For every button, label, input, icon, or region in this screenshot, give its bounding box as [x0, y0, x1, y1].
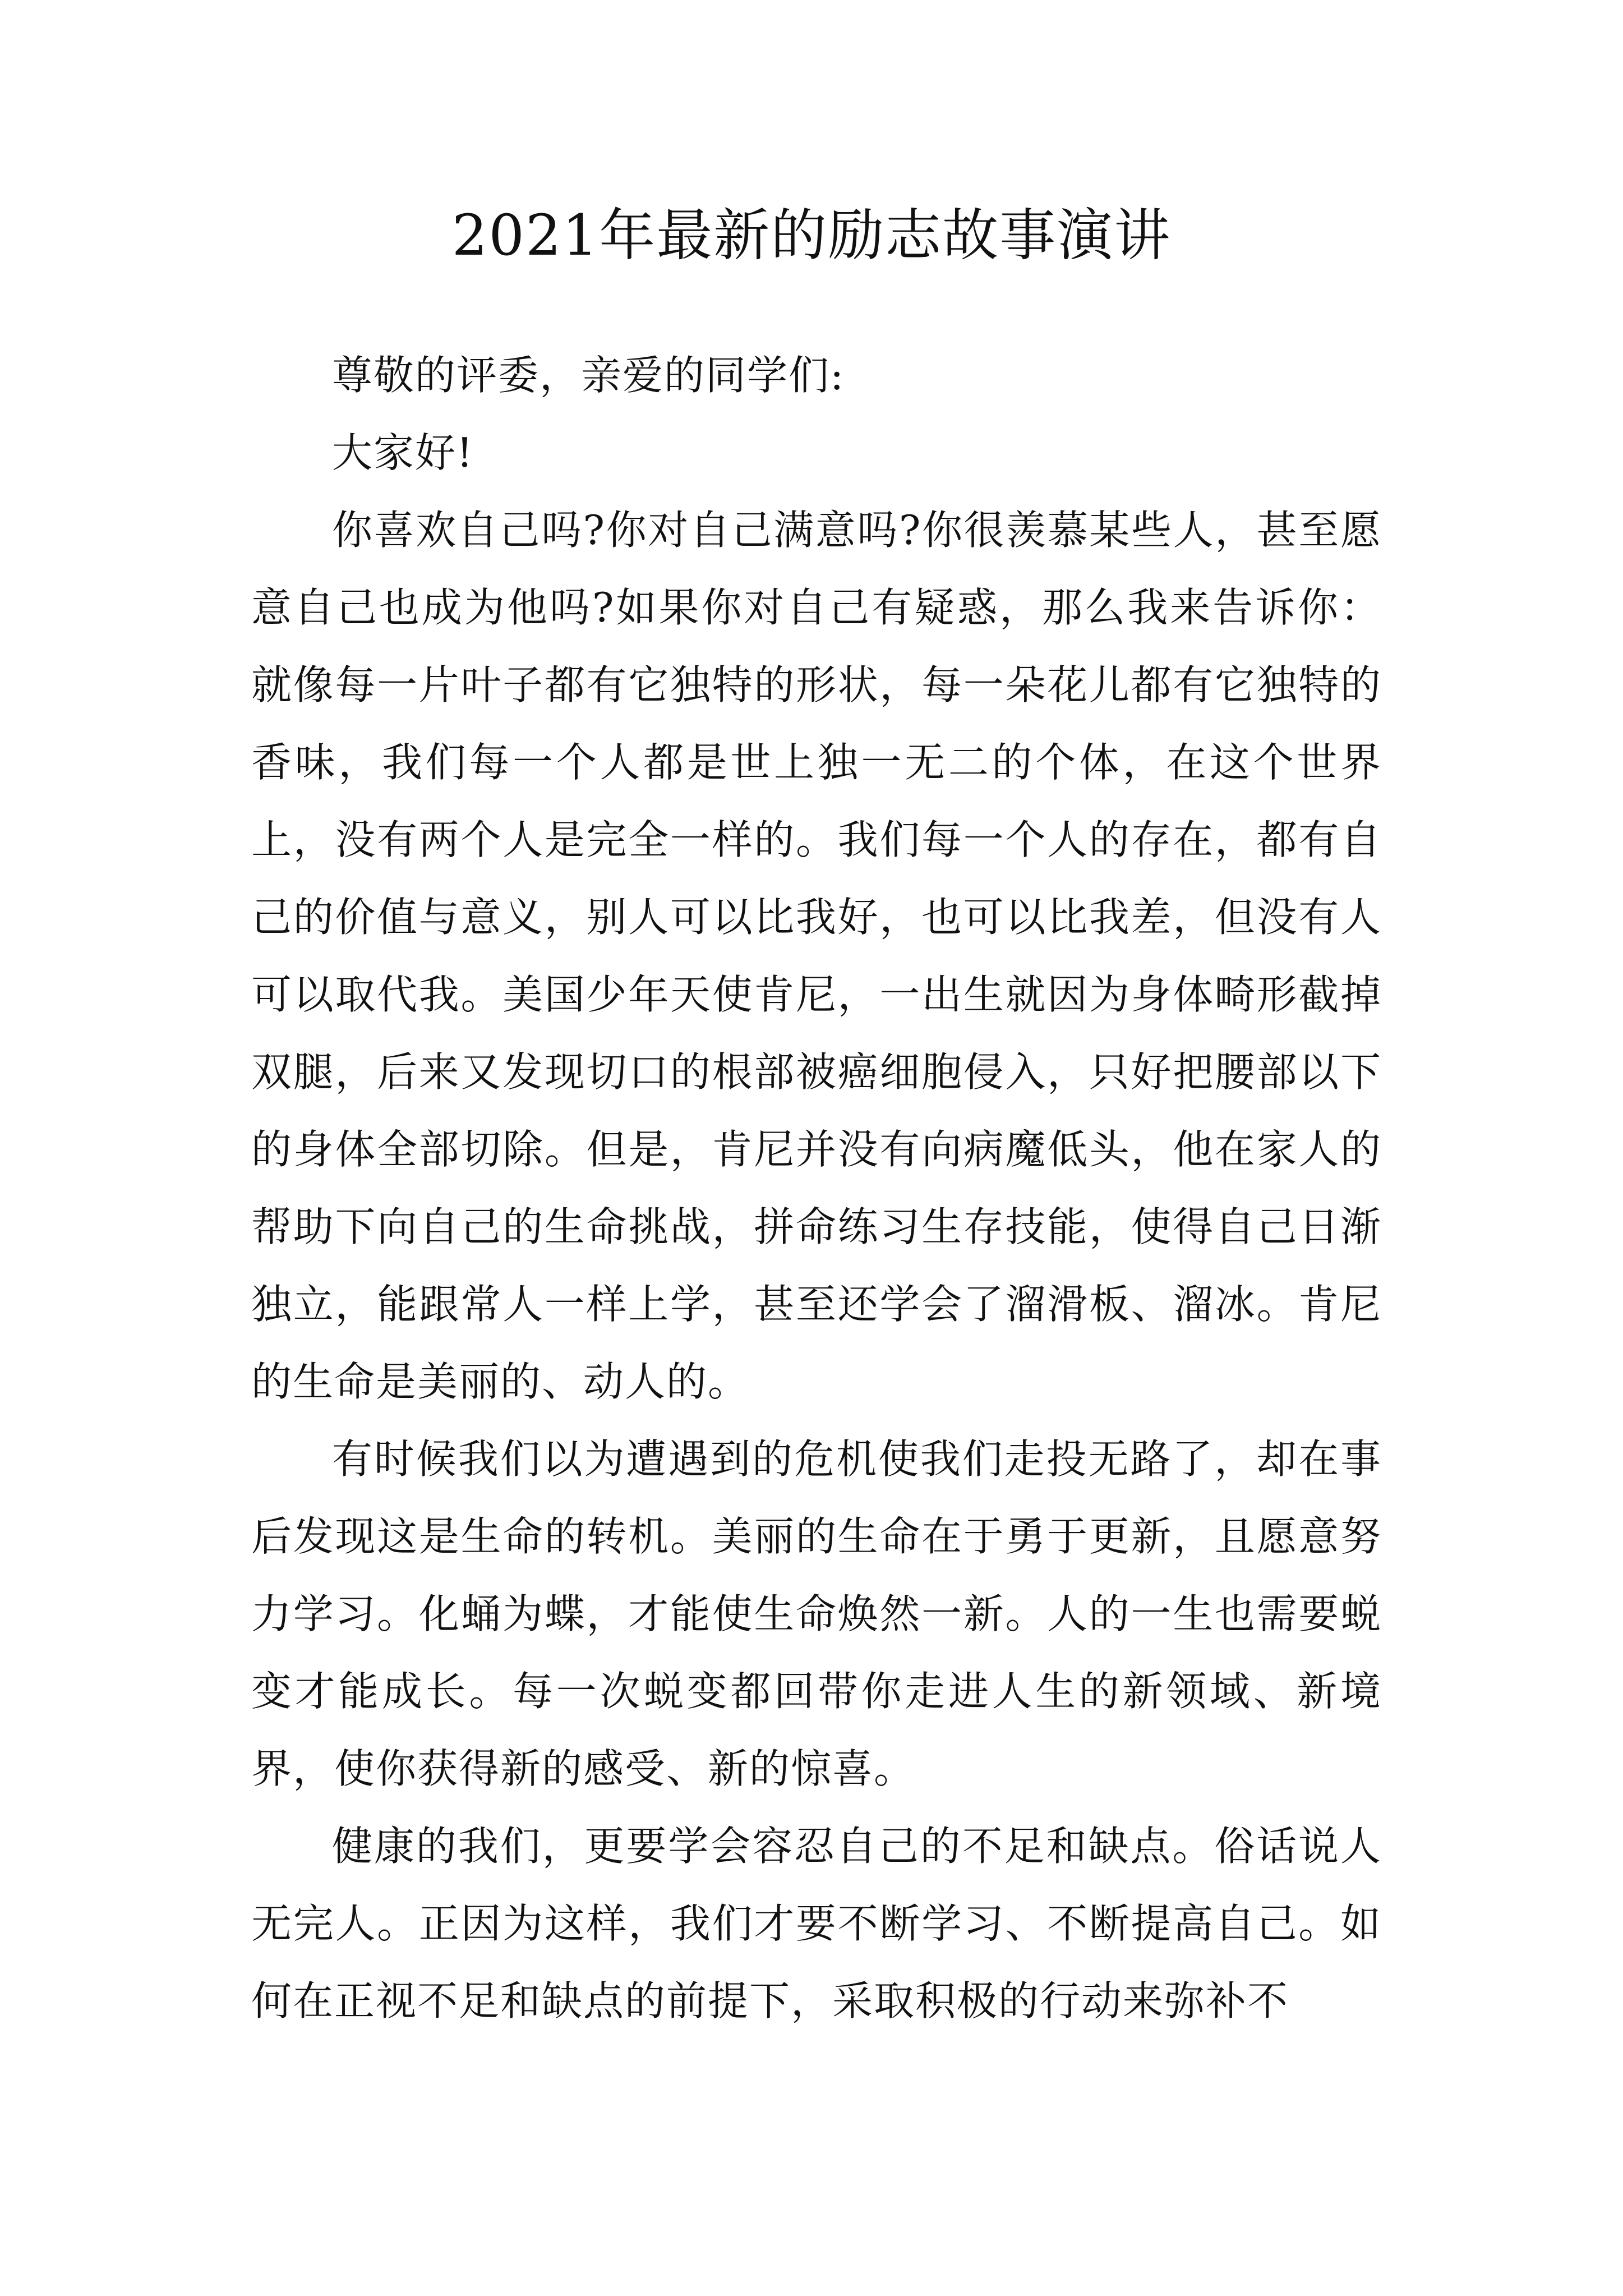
body-paragraph: 健康的我们，更要学会容忍自己的不足和缺点。俗话说人无完人。正因为这样，我们才要不断学习、不断提高自己。如何在正视不足和缺点的前提下，采取积极的行动来弥补不 — [251, 1823, 1382, 2024]
document-body — [251, 337, 1382, 2040]
document-title: 2021年最新的励志故事演讲 — [451, 203, 1172, 268]
greeting: 大家好! — [332, 429, 474, 476]
salutation: 尊敬的评委，亲爱的同学们: — [332, 352, 845, 399]
body-paragraph: 有时候我们以为遭遇到的危机使我们走投无路了，却在事后发现这是生命的转机。美丽的生命在于勇于更新，且愿意努力学习。化蛹为蝶，才能使生命焕然一新。人的一生也需要蜕变才能成长。每一次蜕变都回带你走进人生的新领域、新境界，使你获得新的感受、新的惊喜。 — [251, 1435, 1382, 1792]
body-paragraph: 你喜欢自己吗?你对自己满意吗?你很羡慕某些人，甚至愿意自己也成为他吗?如果你对自己有疑惑，那么我来告诉你：就像每一片叶子都有它独特的形状，每一朵花儿都有它独特的香味，我们每一个人都是世上独一无二的个体，在这个世界上，没有两个人是完全一样的。我们每一个人的存在，都有自己的价值与意义，别人可以比我好，也可以比我差，但没有人可以取代我。美国少年天使肯尼，一出生就因为身体畸形截掉双腿，后来又发现切口的根部被癌细胞侵入，只好把腰部以下的身体全部切除。但是，肯尼并没有向病魔低头，他在家人的帮助下向自己的生命挑战，拼命练习生存技能，使得自己日渐独立，能跟常人一样上学，甚至还学会了溜滑板、溜冰。肯尼的生命是美丽的、动人的。 — [251, 507, 1382, 1405]
